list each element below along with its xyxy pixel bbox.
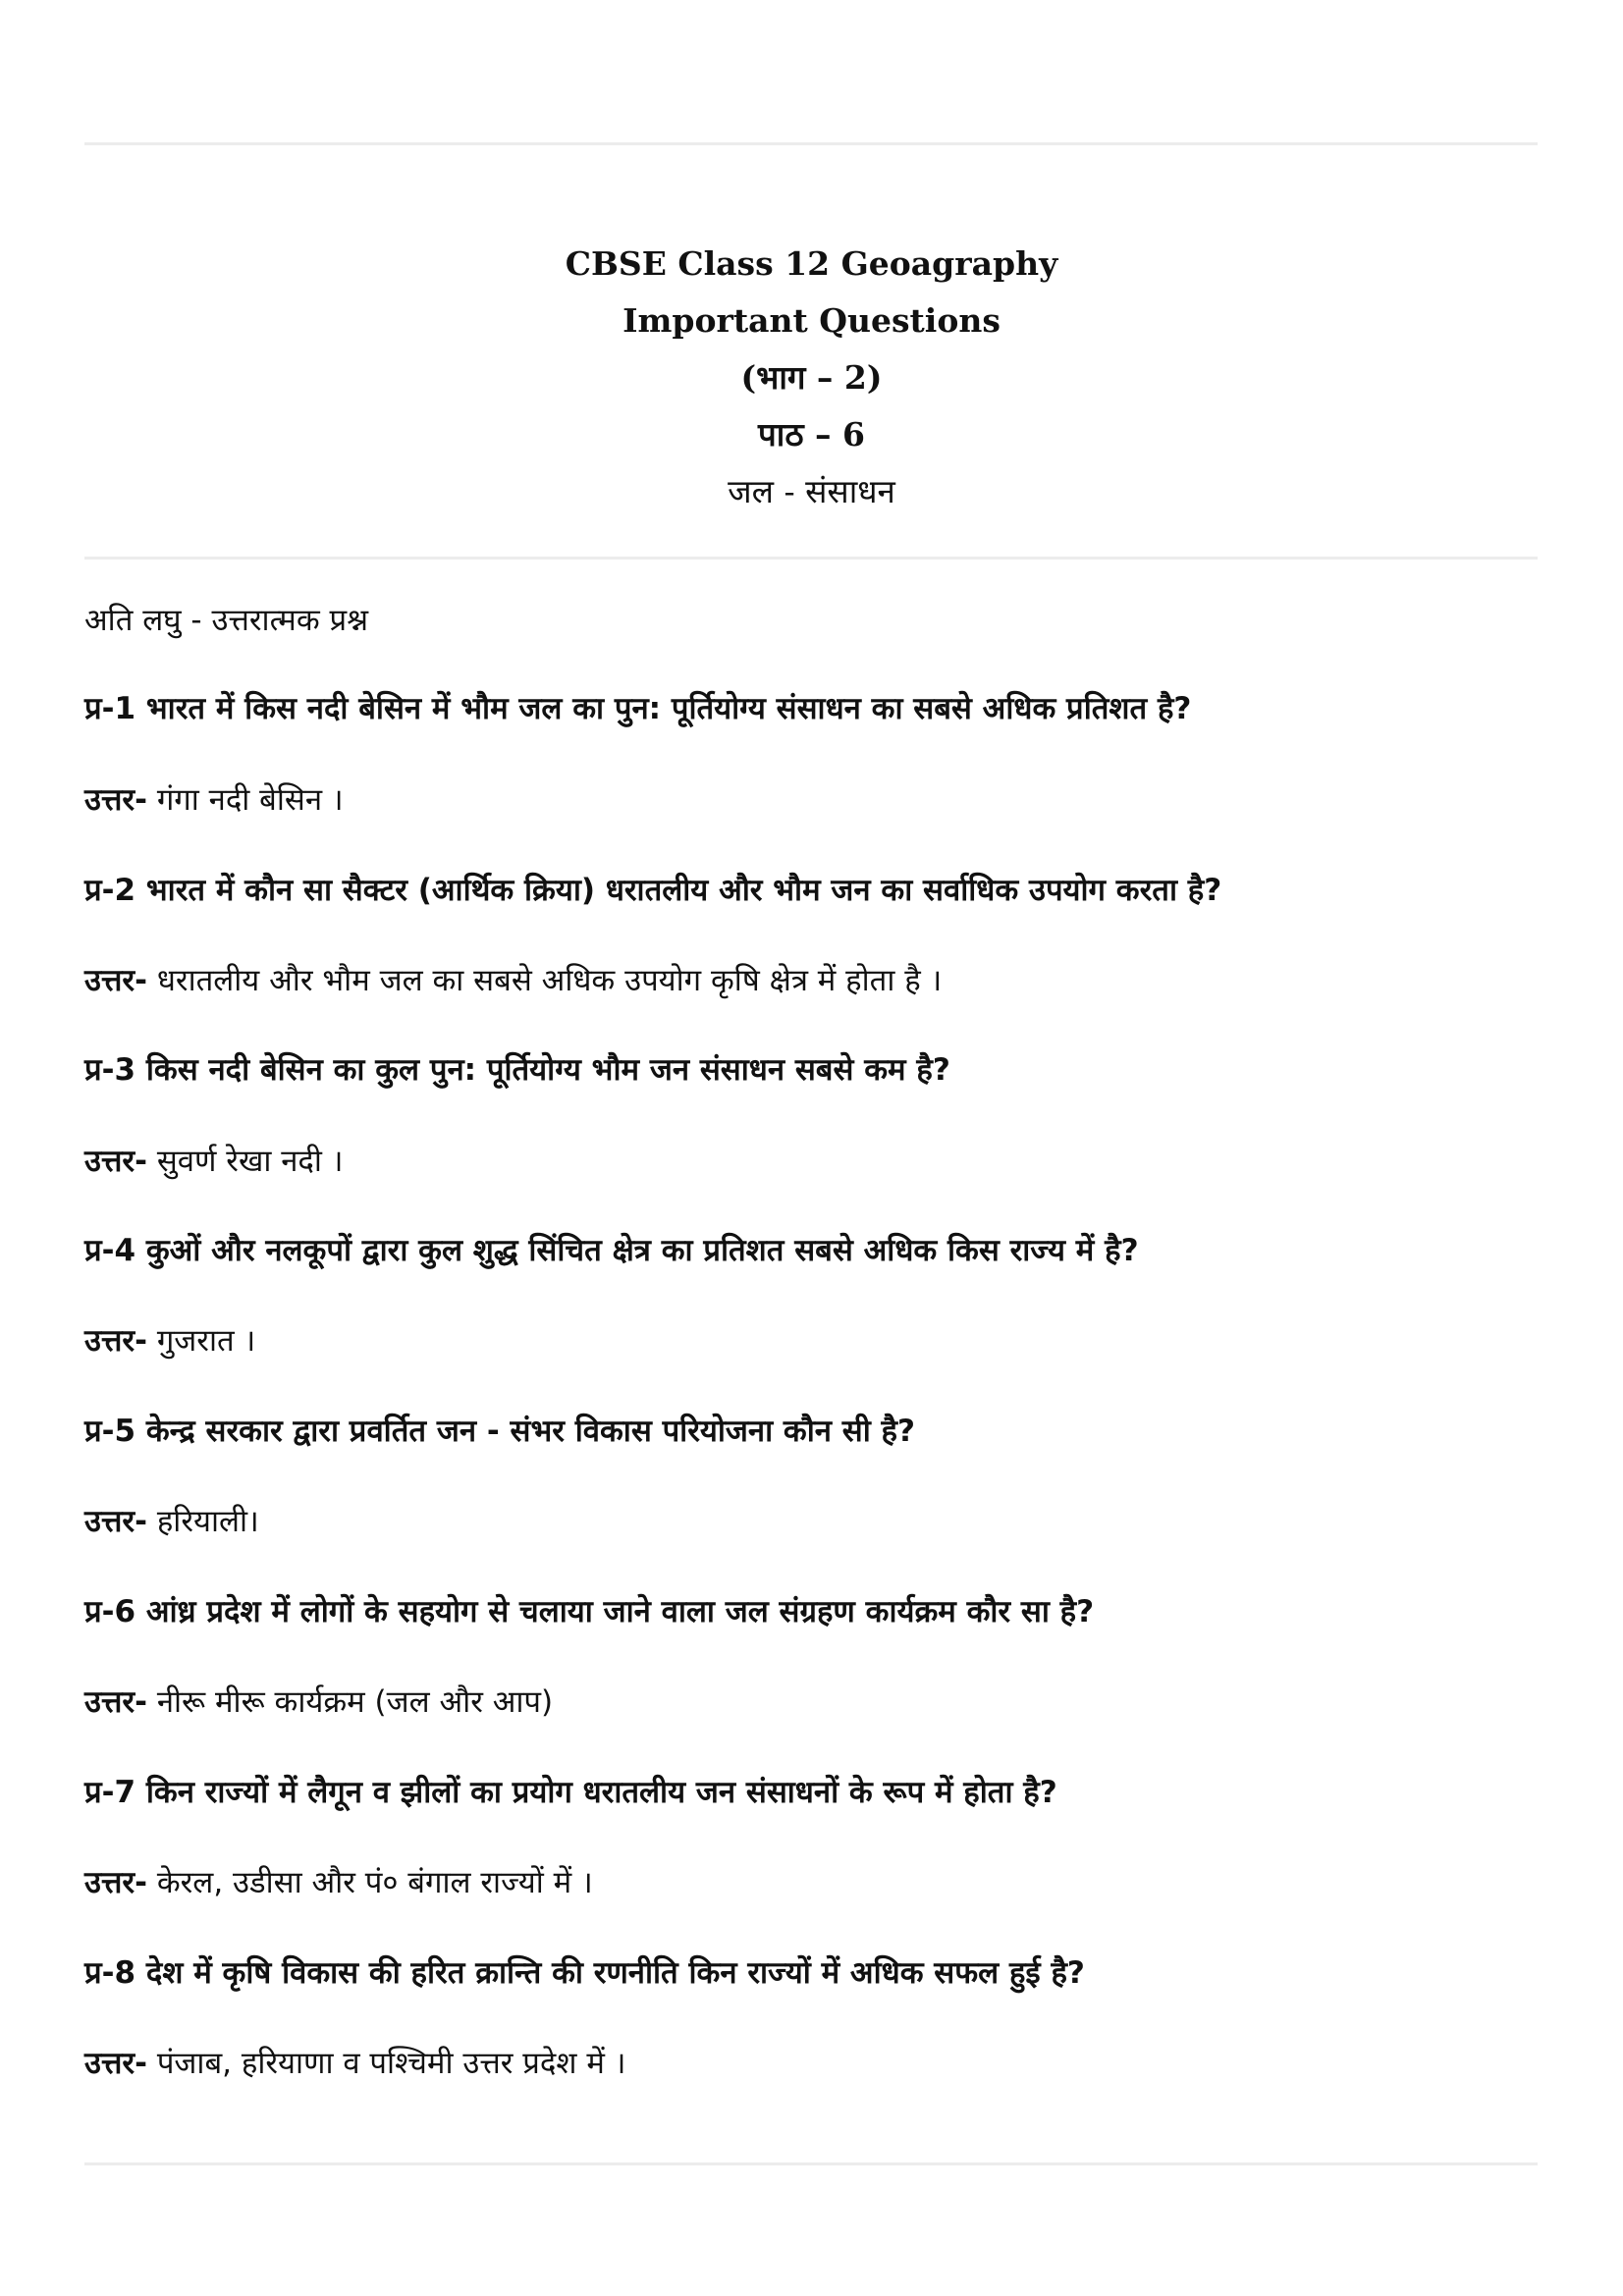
question-5: प्र-5 केन्द्र सरकार द्वारा प्रवर्तित जन - संभर विकास परियोजना कौन सी है?	[84, 1414, 915, 1449]
answer-text: गंगा नदी बेसिन ।	[146, 782, 344, 818]
answer-3	[84, 1140, 344, 1183]
answer-6	[84, 1681, 553, 1724]
answer-label: उत्तर-	[84, 1323, 147, 1359]
answer-text: सुवर्ण रेखा नदी ।	[146, 1144, 344, 1179]
section-title: अति लघु - उत्तरात्मक प्रश्न	[84, 603, 369, 638]
answer-1	[84, 778, 344, 822]
bottom-divider	[84, 2163, 1538, 2165]
answer-text: गुजरात ।	[146, 1323, 256, 1359]
document-subtitle: Important Questions	[622, 301, 1001, 340]
document-title: CBSE Class 12 Geoagraphy	[565, 244, 1058, 283]
question-6: प्र-6 आंध्र प्रदेश में लोगों के सहयोग से चलाया जाने वाला जल संग्रहण कार्यक्रम कौर सा है?	[84, 1594, 1095, 1629]
answer-label: उत्तर-	[84, 1144, 147, 1179]
part-label: (भाग – 2)	[740, 358, 883, 397]
answer-text: हरियाली।	[146, 1504, 259, 1539]
topic-label: जल - संसाधन	[728, 472, 895, 510]
answer-label: उत्तर-	[84, 782, 147, 818]
question-2: प्र-2 भारत में कौन सा सैक्टर (आर्थिक क्रिया) धरातलीय और भौम जन का सर्वाधिक उपयोग करता है?	[84, 873, 1222, 908]
answer-4	[84, 1319, 255, 1362]
answer-label: उत्तर-	[84, 2046, 147, 2081]
question-4: प्र-4 कुओं और नलकूपों द्वारा कुल शुद्ध सिंचित क्षेत्र का प्रतिशत सबसे अधिक किस राज्य में है?	[84, 1233, 1139, 1268]
answer-label: उत्तर-	[84, 963, 147, 998]
answer-text: पंजाब, हरियाणा व पश्चिमी उत्तर प्रदेश में ।	[146, 2046, 626, 2081]
answer-8	[84, 2042, 625, 2085]
answer-text: नीरू मीरू कार्यक्रम (जल और आप)	[146, 1684, 554, 1720]
lesson-label: पाठ – 6	[758, 415, 865, 454]
question-7: प्र-7 किन राज्यों में लैगून व झीलों का प्रयोग धरातलीय जन संसाधनों के रूप में होता है?	[84, 1775, 1057, 1810]
answer-label: उत्तर-	[84, 1504, 147, 1539]
answer-text: धरातलीय और भौम जल का सबसे अधिक उपयोग कृषि क्षेत्र में होता है ।	[146, 963, 943, 998]
document-header	[0, 236, 1623, 520]
answer-label: उत्तर-	[84, 1684, 147, 1720]
header-divider	[84, 557, 1538, 560]
answer-7	[84, 1861, 593, 1904]
question-8: प्र-8 देश में कृषि विकास की हरित क्रान्ति की रणनीति किन राज्यों में अधिक सफल हुई है?	[84, 1955, 1085, 1991]
answer-5	[84, 1500, 259, 1543]
answer-2	[84, 959, 942, 1002]
question-1: प्र-1 भारत में किस नदी बेसिन में भौम जल का पुन: पूर्तियोग्य संसाधन का सबसे अधिक प्रतिशत है?	[84, 691, 1192, 726]
answer-label: उत्तर-	[84, 1865, 147, 1900]
question-3: प्र-3 किस नदी बेसिन का कुल पुन: पूर्तियोग्य भौम जन संसाधन सबसे कम है?	[84, 1052, 950, 1088]
top-divider	[84, 142, 1538, 145]
answer-text: केरल, उडीसा और पं० बंगाल राज्यों में ।	[146, 1865, 593, 1900]
